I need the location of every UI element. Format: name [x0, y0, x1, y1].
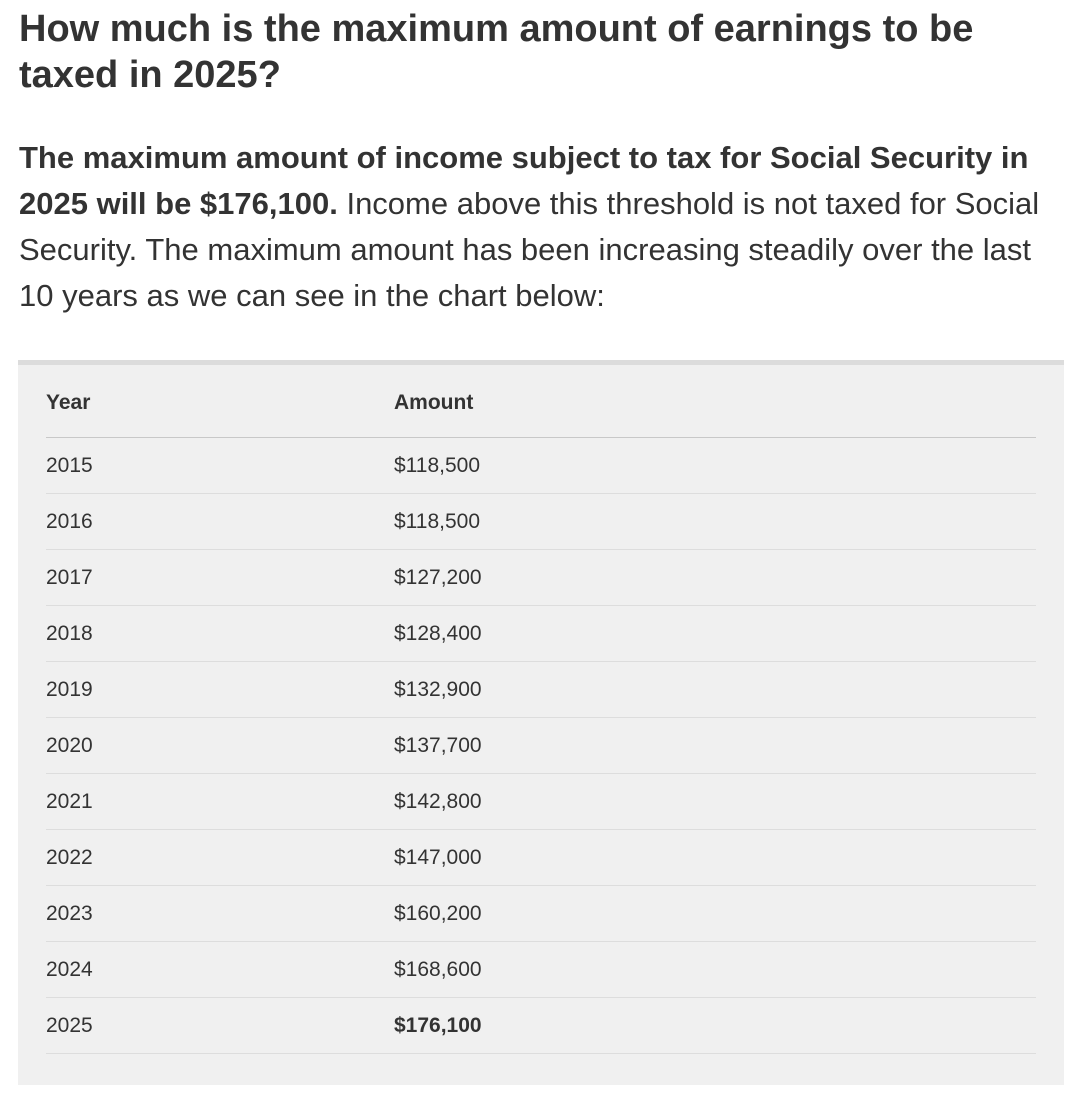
amount-cell: $118,500: [394, 494, 1036, 550]
year-cell: 2019: [46, 662, 394, 718]
amount-cell: $160,200: [394, 886, 1036, 942]
table-row: [46, 494, 1036, 550]
year-cell: 2024: [46, 942, 394, 998]
table-row: [46, 718, 1036, 774]
amount-column-header: Amount: [394, 391, 1036, 438]
amount-cell: $127,200: [394, 550, 1036, 606]
table-row: [46, 886, 1036, 942]
table-row: [46, 942, 1036, 998]
page-heading: How much is the maximum amount of earnings to be taxed in 2025?: [19, 8, 974, 96]
year-cell: 2022: [46, 830, 394, 886]
year-cell: 2017: [46, 550, 394, 606]
table-row: [46, 438, 1036, 494]
intro-highlight: The maximum amount of income subject to tax for Social Security in 2025 will be $176,100.: [19, 140, 1029, 221]
amount-cell: $128,400: [394, 606, 1036, 662]
amount-cell: $137,700: [394, 718, 1036, 774]
amount-cell: $132,900: [394, 662, 1036, 718]
amount-cell: $142,800: [394, 774, 1036, 830]
year-cell: 2025: [46, 998, 394, 1054]
intro-paragraph: [19, 135, 1064, 319]
amounts-table-panel: [18, 360, 1064, 1085]
table-row: [46, 830, 1036, 886]
year-column-header: Year: [46, 391, 394, 438]
year-cell: 2015: [46, 438, 394, 494]
intro-text: Income above this threshold is not taxed for Social Security. The maximum amount has been increasing steadily over the last 10 years as we can see in the chart below:: [19, 186, 1040, 313]
amount-cell: $118,500: [394, 438, 1036, 494]
year-cell: 2016: [46, 494, 394, 550]
year-cell: 2020: [46, 718, 394, 774]
amount-cell: $168,600: [394, 942, 1036, 998]
table-row: [46, 606, 1036, 662]
table-row: [46, 998, 1036, 1054]
year-cell: 2021: [46, 774, 394, 830]
year-cell: 2018: [46, 606, 394, 662]
table-header-row: [46, 391, 1036, 438]
year-cell: 2023: [46, 886, 394, 942]
table-row: [46, 662, 1036, 718]
table-body: [46, 438, 1036, 1054]
amount-cell: $176,100: [394, 998, 1036, 1054]
amount-cell: $147,000: [394, 830, 1036, 886]
table-row: [46, 550, 1036, 606]
table-row: [46, 774, 1036, 830]
amounts-table: [46, 391, 1036, 1054]
